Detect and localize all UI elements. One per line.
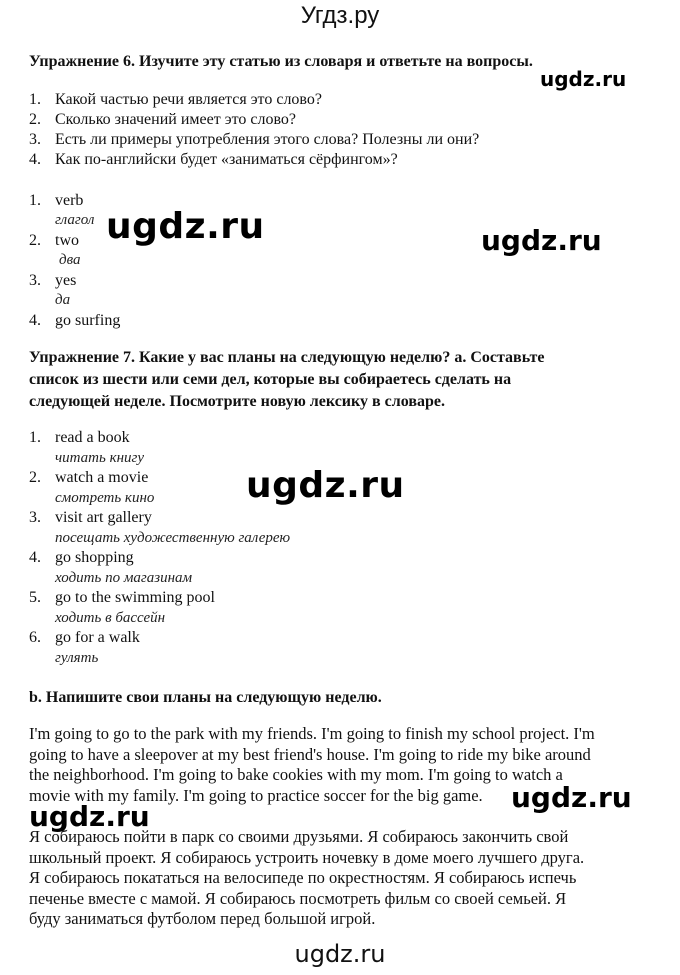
plan-text: go to the swimming pool <box>55 589 215 606</box>
part-b-heading: b. Напишите свои планы на следующую неделю. <box>29 689 382 706</box>
plan-number: 4. <box>29 549 41 566</box>
paragraph-line: печенье вместе с мамой. Я собираюсь посмотреть фильм со своей семьей. Я <box>29 888 567 908</box>
watermark-small: ugdz.ru <box>540 67 627 91</box>
heading-line: следующей неделе. Посмотрите новую лексику в словаре. <box>29 393 445 410</box>
plan-translation: гулять <box>55 650 99 666</box>
answer-translation: глагол <box>55 212 95 228</box>
plan-number: 3. <box>29 509 41 526</box>
plan-text: watch a movie <box>55 469 149 486</box>
plan-text: go shopping <box>55 549 134 566</box>
russian-paragraph <box>29 827 629 930</box>
answer-text: yes <box>55 272 77 289</box>
site-header-title: Угдз.ру <box>300 2 380 29</box>
plan-translation: ходить в бассейн <box>55 610 166 626</box>
question-number: 1. <box>29 91 41 108</box>
answer-number: 2. <box>29 232 41 249</box>
question-text: Есть ли примеры употребления этого слова? Полезны ли они? <box>55 131 480 148</box>
exercise-7-heading <box>29 347 545 413</box>
answer-text: go surfing <box>55 312 121 329</box>
answer-translation: два <box>59 252 81 268</box>
question-text: Как по-английски будет «заниматься сёрфингом»? <box>55 151 398 168</box>
heading-line: список из шести или семи дел, которые вы собираетесь сделать на <box>29 371 512 388</box>
watermark-medium: ugdz.ru <box>511 781 632 814</box>
plan-text: read a book <box>55 429 130 446</box>
watermark-medium: ugdz.ru <box>481 224 602 257</box>
paragraph-line: Я собираюсь покататься на велосипеде по окрестностям. Я собираюсь испечь <box>29 868 577 887</box>
paragraph-line: movie with my family. I'm going to practice soccer for the big game. <box>29 785 483 805</box>
plan-text: go for a walk <box>55 629 140 646</box>
exercise-6-heading: Упражнение 6. Изучите эту статью из словаря и ответьте на вопросы. <box>29 53 533 70</box>
watermark-large: ugdz.ru <box>106 206 265 247</box>
watermark-medium: ugdz.ru <box>29 800 150 833</box>
exercise-6-questions <box>29 90 629 170</box>
plan-translation: ходить по магазинам <box>55 570 193 586</box>
plan-number: 5. <box>29 589 41 606</box>
exercise-7-list <box>29 428 429 668</box>
paragraph-line: Я собираюсь пойти в парк со своими друзьями. Я собираюсь закончить свой <box>29 827 569 846</box>
paragraph-line: the neighborhood. I'm going to bake cookies with my mom. I'm going to watch a <box>29 765 563 784</box>
plan-translation: читать книгу <box>55 450 145 466</box>
plan-translation: смотреть кино <box>55 490 155 506</box>
paragraph-line: going to have a sleepover at my best friend's house. I'm going to ride my bike around <box>29 744 591 764</box>
question-number: 2. <box>29 111 41 128</box>
plan-number: 1. <box>29 429 41 446</box>
heading-line: Упражнение 7. Какие у вас планы на следующую неделю? a. Составьте <box>29 349 545 366</box>
footer-watermark: ugdz.ru <box>294 940 386 968</box>
paragraph-line: школьный проект. Я собираюсь устроить ночевку в доме моего лучшего друга. <box>29 847 585 867</box>
question-number: 4. <box>29 151 41 168</box>
plan-number: 2. <box>29 469 41 486</box>
answer-text: two <box>55 232 79 249</box>
plan-translation: посещать художественную галерею <box>55 530 291 546</box>
answer-number: 1. <box>29 192 41 209</box>
plan-text: visit art gallery <box>55 509 152 526</box>
answer-translation: да <box>55 292 71 308</box>
watermark-large: ugdz.ru <box>246 465 405 506</box>
plan-number: 6. <box>29 629 41 646</box>
answer-number: 3. <box>29 272 41 289</box>
paragraph-line: I'm going to go to the park with my friends. I'm going to finish my school project. I'm <box>29 724 595 743</box>
question-text: Сколько значений имеет это слово? <box>55 111 297 128</box>
answer-number: 4. <box>29 312 41 329</box>
paragraph-line: буду заниматься футболом перед большой игрой. <box>29 909 376 928</box>
question-text: Какой частью речи является это слово? <box>55 91 322 108</box>
question-number: 3. <box>29 131 41 148</box>
answer-text: verb <box>55 192 84 209</box>
